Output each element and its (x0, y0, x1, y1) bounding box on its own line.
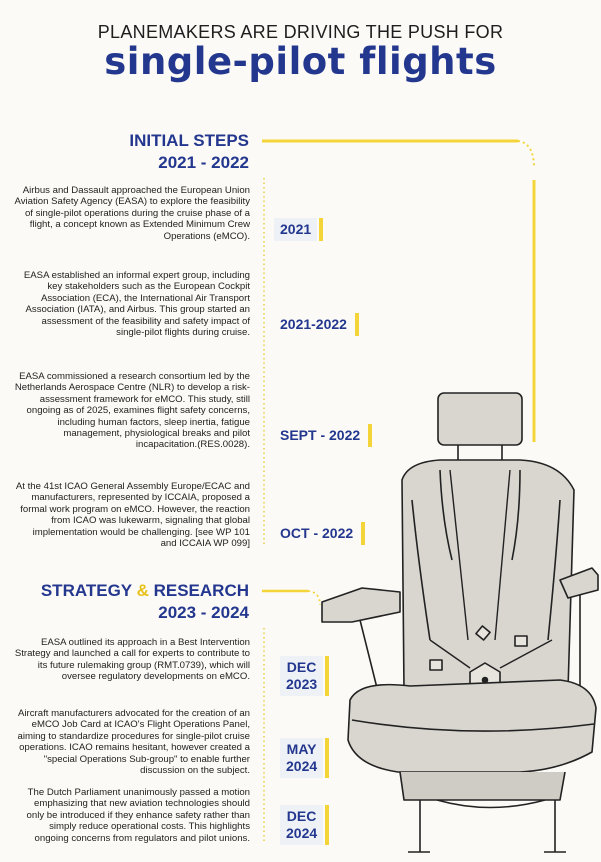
event-oct-2022-date (274, 522, 359, 545)
date-accent-bar (361, 522, 365, 545)
event-date-month: MAY (286, 741, 317, 757)
event-date-year: 2024 (286, 758, 318, 774)
left-armrest (322, 588, 400, 622)
date-accent-bar (319, 218, 323, 241)
event-oct-2022-text: At the 41st ICAO General Assembly Europe/ECAC and manufacturers, represented by ICCAIA, proposed a formal work program on eMCO. However, the reaction from ICAO was lukewarm, signaling that global implementation would be challenging. [see WP 101 and ICCAIA WP 099] (15, 481, 250, 550)
event-date-label: OCT - 2022 (280, 525, 354, 541)
section1-connector-curve (518, 141, 534, 168)
event-date-year: 2024 (286, 825, 318, 841)
date-accent-bar (325, 805, 329, 845)
event-date-month: DEC (286, 659, 317, 675)
event-date-month: DEC (286, 808, 317, 824)
event-sept-2022-date (274, 424, 366, 447)
date-accent-bar (325, 656, 329, 696)
event-date-label: SEPT - 2022 (280, 427, 361, 443)
pilot-seat-illustration (322, 393, 598, 852)
event-may-2024-text: Aircraft manufacturers advocated for the creation of an eMCO Job Card at ICAO's Flight Operations Panel, aiming to standardize procedures for single-pilot cruise operations. ICAO remains hesitant, however created a "special Operations Sub-group" to enable further discussion on the subject. (17, 708, 250, 777)
section-title-initial-steps (129, 130, 249, 174)
section1-title-line1: INITIAL STEPS (129, 131, 249, 150)
date-accent-bar (355, 313, 359, 336)
seat-cushion (348, 680, 596, 772)
event-dec-2024-text: The Dutch Parliament unanimously passed a motion emphasizing that new aviation technologies should only be introduced if they enhance safety rather than simply reduce operational costs. This highlights ongoing concerns from regulators and pilot unions. (26, 787, 250, 844)
event-dec-2024-date (280, 805, 323, 845)
date-accent-bar (368, 424, 372, 447)
event-date-label: 2021-2022 (280, 316, 347, 332)
seat-back (402, 460, 574, 690)
section2-title-part1: STRATEGY (40, 581, 132, 600)
section2-title-amp: & (136, 581, 149, 600)
event-dec-2023-date (280, 656, 323, 696)
section2-title-line1 (41, 580, 249, 602)
section-title-strategy-research (41, 580, 249, 624)
event-2021-text: Airbus and Dassault approached the European Union Aviation Safety Agency (EASA) to explore the feasibility of single-pilot operations during the cruise phase of a flight, a concept known as Extended Minimum Crew Operations (eMCO). (14, 185, 250, 242)
event-dec-2023-text: EASA outlined its approach in a Best Intervention Strategy and launched a call for experts to contribute to its future rulemaking group (RMT.0739), which will oversee regulatory developments on eMCO. (14, 637, 250, 683)
event-date-year: 2023 (286, 676, 318, 692)
header-headline: single-pilot flights (104, 40, 497, 83)
section1-title-line2: 2021 - 2022 (158, 153, 249, 172)
event-2021-2022-date (274, 313, 353, 336)
event-sept-2022-text: EASA commissioned a research consortium led by the Netherlands Aerospace Centre (NLR) to develop a risk-assessment framework for eMCO. This study, still ongoing as of 2025, examines flight safety concerns, including human factors, sleep inertia, fatigue management, physiological breaks and pilot incapacitation.(RES.0028). (14, 371, 250, 451)
event-date-label: 2021 (280, 221, 312, 237)
section2-connector-curve (308, 591, 320, 605)
event-2021-2022-text: EASA established an informal expert group, including key stakeholders such as the European Cockpit Association (ECA), the International Air Transport Association (IATA), and Airbus. This group started an assessment of the feasibility and safety impact of single-pilot flights during cruise. (23, 270, 250, 339)
event-2021-date (274, 218, 317, 241)
section2-title-part2: RESEARCH (153, 581, 249, 600)
event-may-2024-date (280, 738, 323, 778)
date-accent-bar (325, 738, 329, 778)
header-kicker: PLANEMAKERS ARE DRIVING THE PUSH FOR (97, 22, 504, 42)
section2-title-line2: 2023 - 2024 (158, 603, 249, 622)
headrest (438, 393, 522, 445)
